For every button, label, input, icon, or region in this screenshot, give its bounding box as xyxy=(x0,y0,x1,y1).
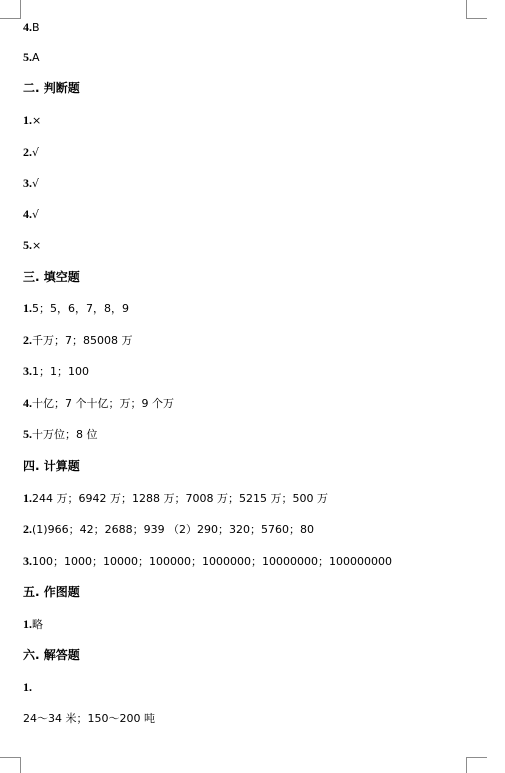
answer-text: √ xyxy=(32,208,40,221)
answer-text: √ xyxy=(32,177,40,190)
section-heading: 五. 作图题 xyxy=(23,585,80,599)
answer-line xyxy=(23,427,98,442)
answer-text: × xyxy=(32,239,42,252)
answer-text: 十万位；8 位 xyxy=(32,428,98,441)
item-number: 5. xyxy=(23,427,32,441)
item-number: 5. xyxy=(23,238,32,252)
answer-line xyxy=(23,680,32,695)
answer-text: 24～34 米；150～200 吨 xyxy=(23,712,155,725)
crop-mark-bottom-left xyxy=(0,757,21,773)
answer-text: 5；5，6，7，8，9 xyxy=(32,302,129,315)
item-number: 1. xyxy=(23,680,32,694)
answer-line xyxy=(23,522,314,537)
item-number: 3. xyxy=(23,176,32,190)
answer-line xyxy=(23,364,89,379)
crop-mark-top-left xyxy=(0,0,21,19)
answer-text: 1；1；100 xyxy=(32,365,89,378)
answer-line xyxy=(23,207,39,222)
answer-text: 略 xyxy=(32,618,43,631)
answer-line xyxy=(23,238,41,253)
crop-mark-bottom-right xyxy=(466,757,487,773)
item-number: 4. xyxy=(23,20,32,34)
answer-line xyxy=(23,145,39,160)
answer-line xyxy=(23,50,40,65)
answer-text: 千万；7；85008 万 xyxy=(32,334,133,347)
item-number: 1. xyxy=(23,617,32,631)
crop-mark-top-right xyxy=(466,0,487,19)
section-heading: 六. 解答题 xyxy=(23,648,80,662)
item-number: 2. xyxy=(23,145,32,159)
answer-text: × xyxy=(32,114,42,127)
answer-text: B xyxy=(32,21,40,34)
section-heading: 二. 判断题 xyxy=(23,81,80,95)
item-number: 5. xyxy=(23,50,32,64)
section-heading: 三. 填空题 xyxy=(23,270,80,284)
item-number: 3. xyxy=(23,364,32,378)
answer-line xyxy=(23,491,328,506)
item-number: 1. xyxy=(23,113,32,127)
item-number: 2. xyxy=(23,522,32,536)
answer-text: 100；1000；10000；100000；1000000；10000000；100000000 xyxy=(32,555,392,568)
answer-text: A xyxy=(32,51,40,64)
answer-line xyxy=(23,333,133,348)
item-number: 4. xyxy=(23,396,32,410)
answer-line xyxy=(23,176,39,191)
answer-text: 244 万；6942 万；1288 万；7008 万；5215 万；500 万 xyxy=(32,492,328,505)
answer-line xyxy=(23,617,43,632)
answer-text: 十亿；7 个十亿；万；9 个万 xyxy=(32,397,174,410)
answer-line xyxy=(23,113,41,128)
item-number: 3. xyxy=(23,554,32,568)
item-number: 4. xyxy=(23,207,32,221)
item-number: 1. xyxy=(23,491,32,505)
answer-line xyxy=(23,396,174,411)
item-number: 1. xyxy=(23,301,32,315)
section-heading: 四. 计算题 xyxy=(23,459,80,473)
answer-text: (1)966；42；2688；939 （2）290；320；5760；80 xyxy=(32,523,315,536)
answer-line xyxy=(23,301,129,316)
answer-line xyxy=(23,554,392,569)
answer-line xyxy=(23,20,40,35)
item-number: 2. xyxy=(23,333,32,347)
answer-text: √ xyxy=(32,146,40,159)
answer-line xyxy=(23,712,155,726)
